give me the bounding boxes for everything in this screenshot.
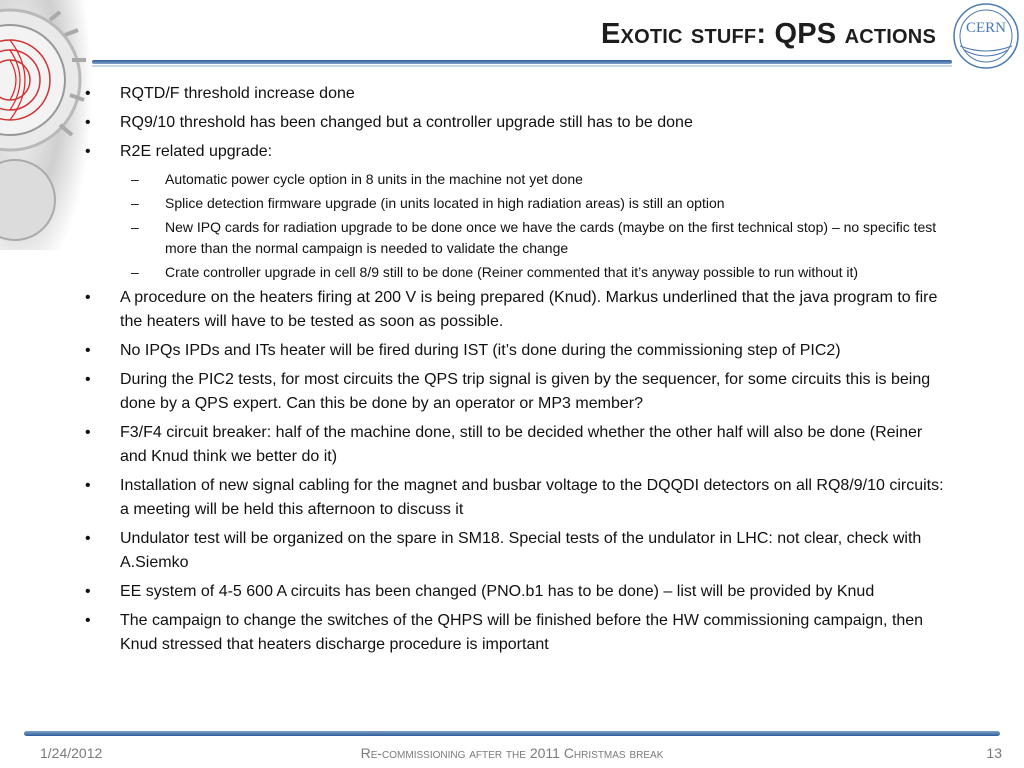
bullet-marker: • xyxy=(85,583,91,600)
dash-marker: – xyxy=(131,264,139,280)
bullet-text: RQTD/F threshold increase done xyxy=(120,85,355,102)
header-divider-shadow xyxy=(92,65,952,67)
magnet-cross-section-image xyxy=(0,0,92,250)
bullet-marker: • xyxy=(85,114,91,131)
bullet-list xyxy=(80,82,950,657)
sub-bullet-item xyxy=(80,169,950,190)
bullet-item xyxy=(80,111,950,135)
sub-bullet-item xyxy=(80,193,950,214)
bullet-item xyxy=(80,527,950,575)
bullet-text: No IPQs IPDs and ITs heater will be fired during IST (it’s done during the commissioning step of PIC2) xyxy=(120,342,841,359)
bullet-text: F3/F4 circuit breaker: half of the machine done, still to be decided whether the other half will also be done (Reiner and Knud think we better do it) xyxy=(120,424,923,465)
bullet-item xyxy=(80,368,950,416)
bullet-item xyxy=(80,580,950,604)
footer-title: Re-commissioning after the 2011 Christmas break xyxy=(360,745,664,761)
bullet-text: During the PIC2 tests, for most circuits the QPS trip signal is given by the sequencer, for some circuits this is being done by a QPS expert. Can this be done by an operator or MP3 member? xyxy=(120,371,931,412)
bullet-text: Splice detection firmware upgrade (in units located in high radiation areas) is still an option xyxy=(165,195,725,211)
bullet-marker: • xyxy=(85,530,91,547)
bullet-item xyxy=(80,609,950,657)
bullet-marker: • xyxy=(85,371,91,388)
bullet-item xyxy=(80,286,950,334)
bullet-item xyxy=(80,474,950,522)
bullet-text: EE system of 4-5 600 A circuits has been changed (PNO.b1 has to be done) – list will be provided by Knud xyxy=(120,583,875,600)
slide-number: 13 xyxy=(986,745,1002,761)
header-divider xyxy=(92,60,952,64)
dash-marker: – xyxy=(131,219,139,235)
footer-date: 1/24/2012 xyxy=(40,745,103,761)
svg-text:CERN: CERN xyxy=(965,20,1007,36)
bullet-marker: • xyxy=(85,85,91,102)
sub-bullet-item xyxy=(80,262,950,283)
bullet-marker: • xyxy=(85,612,91,629)
bullet-item xyxy=(80,421,950,469)
dash-marker: – xyxy=(131,171,139,187)
cern-logo xyxy=(950,0,1022,72)
bullet-marker: • xyxy=(85,289,91,306)
title-part-1: Exotic stuff xyxy=(601,18,757,50)
bullet-item xyxy=(80,339,950,363)
bullet-text: Crate controller upgrade in cell 8/9 still to be done (Reiner commented that it’s anyway possible to run without it) xyxy=(165,264,859,280)
dash-marker: – xyxy=(131,195,139,211)
title-part-3: actions xyxy=(836,18,936,50)
bullet-text: Undulator test will be organized on the spare in SM18. Special tests of the undulator in LHC: not clear, check with A.Siemko xyxy=(120,530,922,571)
slide-body xyxy=(80,82,950,662)
title-part-2: QPS xyxy=(774,18,837,50)
title-separator: : xyxy=(756,18,775,50)
bullet-marker: • xyxy=(85,477,91,494)
bullet-marker: • xyxy=(85,424,91,441)
bullet-text: Automatic power cycle option in 8 units in the machine not yet done xyxy=(165,171,583,187)
bullet-marker: • xyxy=(85,342,91,359)
footer-divider xyxy=(24,731,1000,736)
bullet-text: Installation of new signal cabling for the magnet and busbar voltage to the DQQDI detectors on all RQ8/9/10 circuits: a meeting will be held this afternoon to discuss it xyxy=(120,477,944,518)
bullet-text: New IPQ cards for radiation upgrade to be done once we have the cards (maybe on the first technical stop) – no specific test more than the normal campaign is needed to validate the change xyxy=(165,219,937,256)
bullet-marker: • xyxy=(85,143,91,160)
bullet-text: The campaign to change the switches of the QHPS will be finished before the HW commissioning campaign, then Knud stressed that heaters discharge procedure is important xyxy=(120,612,924,653)
bullet-text: RQ9/10 threshold has been changed but a controller upgrade still has to be done xyxy=(120,114,693,131)
bullet-item xyxy=(80,140,950,164)
bullet-text: A procedure on the heaters firing at 200 V is being prepared (Knud). Markus underlined that the java program to fire the heaters will have to be tested as soon as possible. xyxy=(120,289,938,330)
sub-bullet-item xyxy=(80,217,950,259)
bullet-item xyxy=(80,82,950,106)
bullet-text: R2E related upgrade: xyxy=(120,143,273,160)
slide-title xyxy=(601,18,936,51)
